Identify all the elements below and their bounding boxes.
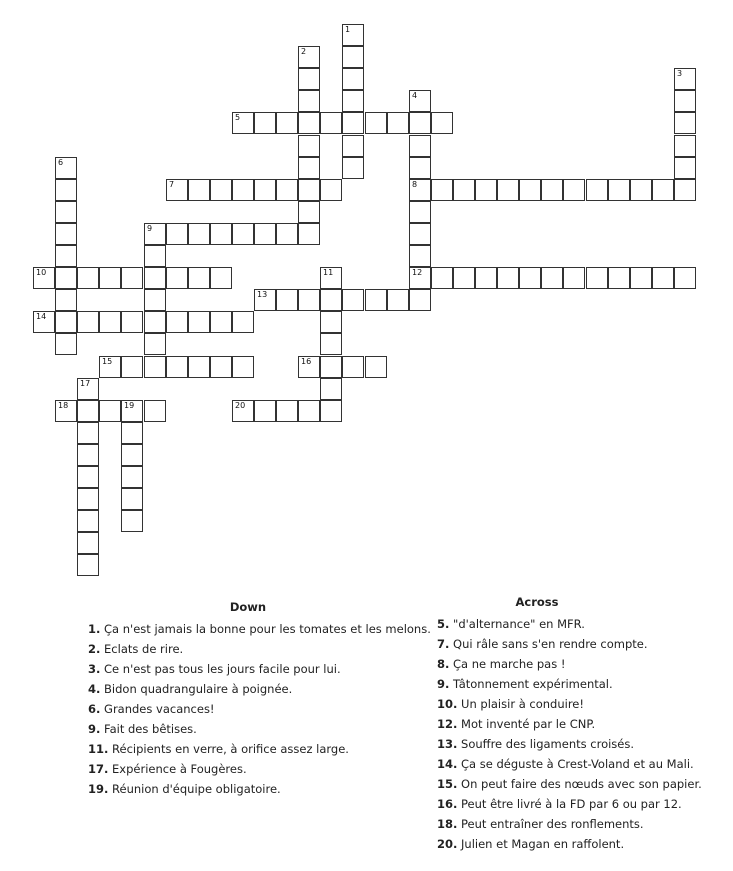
crossword-cell[interactable] [232,356,254,378]
clue-down-2[interactable]: 2. Eclats de rire. [88,642,184,656]
clue-number: 4 [412,91,418,100]
crossword-cell[interactable] [563,267,585,289]
crossword-cell[interactable] [188,311,210,333]
crossword-cell[interactable] [188,223,210,245]
crossword-cell[interactable] [320,378,342,400]
crossword-cell[interactable] [55,267,77,289]
crossword-cell[interactable] [320,333,342,355]
clue-across-15[interactable]: 15. On peut faire des nœuds avec son papier. [437,777,702,791]
crossword-cell[interactable] [99,267,121,289]
crossword-cell[interactable] [298,90,320,112]
clue-down-19[interactable]: 19. Réunion d'équipe obligatoire. [88,782,281,796]
clue-across-9[interactable]: 9. Tâtonnement expérimental. [437,677,613,691]
crossword-cell[interactable] [519,267,541,289]
across-heading: Across [515,595,559,609]
crossword-cell[interactable] [33,311,55,333]
clue-across-5[interactable]: 5. "d'alternance" en MFR. [437,617,585,631]
crossword-cell[interactable] [298,135,320,157]
crossword-cell[interactable] [674,90,696,112]
crossword-cell[interactable] [166,223,188,245]
crossword-cell[interactable] [33,267,55,289]
crossword-cell[interactable] [166,311,188,333]
crossword-cell[interactable] [342,46,364,68]
clue-number: 7 [169,180,175,189]
clue-across-14[interactable]: 14. Ça se déguste à Crest-Voland et au Mali. [437,757,694,771]
crossword-cell[interactable] [232,112,254,134]
crossword-cell[interactable] [121,444,143,466]
clue-number: 5 [235,113,241,122]
crossword-cell[interactable] [409,245,431,267]
clue-across-18[interactable]: 18. Peut entraîner des ronflements. [437,817,644,831]
crossword-cell[interactable] [298,68,320,90]
crossword-cell[interactable] [276,112,298,134]
clue-number: 13 [257,290,268,299]
crossword-cell[interactable] [630,179,652,201]
crossword-cell[interactable] [77,422,99,444]
clue-down-6[interactable]: 6. Grandes vacances! [88,702,215,716]
crossword-cell[interactable] [541,267,563,289]
clue-number: 18 [58,401,69,410]
crossword-cell[interactable] [630,267,652,289]
clue-across-7[interactable]: 7. Qui râle sans s'en rendre compte. [437,637,648,651]
crossword-cell[interactable] [210,223,232,245]
crossword-cell[interactable] [121,422,143,444]
crossword-cell[interactable] [254,179,276,201]
crossword-cell[interactable] [144,289,166,311]
crossword-cell[interactable] [77,532,99,554]
crossword-cell[interactable] [55,179,77,201]
crossword-cell[interactable] [608,179,630,201]
crossword-cell[interactable] [254,112,276,134]
crossword-cell[interactable] [320,311,342,333]
crossword-cell[interactable] [210,267,232,289]
crossword-cell[interactable] [232,400,254,422]
crossword-cell[interactable] [342,289,364,311]
clue-across-8[interactable]: 8. Ça ne marche pas ! [437,657,566,671]
crossword-cell[interactable] [144,400,166,422]
crossword-cell[interactable] [431,179,453,201]
across-clues [437,592,727,854]
crossword-cell[interactable] [298,201,320,223]
crossword-cell[interactable] [99,356,121,378]
crossword-cell[interactable] [586,267,608,289]
crossword-cell[interactable] [77,267,99,289]
crossword-cell[interactable] [77,510,99,532]
crossword-cell[interactable] [166,179,188,201]
crossword-cell[interactable] [121,488,143,510]
crossword-cell[interactable] [365,356,387,378]
crossword-cell[interactable] [276,400,298,422]
crossword-cell[interactable] [298,112,320,134]
crossword-cell[interactable] [77,554,99,576]
crossword-cell[interactable] [342,90,364,112]
crossword-cell[interactable] [276,179,298,201]
crossword-cell[interactable] [497,267,519,289]
crossword-cell[interactable] [121,356,143,378]
clue-number: 20 [235,401,246,410]
crossword-cell[interactable] [298,289,320,311]
crossword-cell[interactable] [232,179,254,201]
crossword-cell[interactable] [674,135,696,157]
clue-down-11[interactable]: 11. Récipients en verre, à orifice assez large. [88,742,349,756]
crossword-cell[interactable] [77,444,99,466]
crossword-cell[interactable] [77,466,99,488]
crossword-cell[interactable] [144,356,166,378]
crossword-cell[interactable] [674,112,696,134]
crossword-cell[interactable] [210,311,232,333]
crossword-cell[interactable] [55,400,77,422]
clue-number: 8 [412,180,418,189]
clue-down-9[interactable]: 9. Fait des bêtises. [88,722,197,736]
crossword-cell[interactable] [652,267,674,289]
clue-number: 3 [677,69,683,78]
clue-across-13[interactable]: 13. Souffre des ligaments croisés. [437,737,635,751]
crossword-cell[interactable] [541,179,563,201]
crossword-cell[interactable] [77,488,99,510]
crossword-cell[interactable] [188,267,210,289]
crossword-cell[interactable] [586,179,608,201]
crossword-cell[interactable] [276,223,298,245]
crossword-cell[interactable] [121,400,143,422]
crossword-cell[interactable] [387,112,409,134]
crossword-cell[interactable] [210,356,232,378]
clue-across-10[interactable]: 10. Un plaisir à conduire! [437,697,584,711]
crossword-cell[interactable] [320,289,342,311]
clue-down-4[interactable]: 4. Bidon quadrangulaire à poignée. [88,682,293,696]
crossword-cell[interactable] [320,112,342,134]
clue-number: 15 [102,357,113,366]
crossword-cell[interactable] [497,179,519,201]
crossword-cell[interactable] [475,179,497,201]
crossword-cell[interactable] [453,267,475,289]
clue-number: 9 [147,224,153,233]
clue-down-1[interactable]: 1. Ça n'est jamais la bonne pour les tomates et les melons. [88,622,431,636]
crossword-cell[interactable] [453,179,475,201]
clue-number: 1 [345,25,351,34]
crossword-cell[interactable] [77,311,99,333]
clue-down-17[interactable]: 17. Expérience à Fougères. [88,762,247,776]
clue-number: 2 [301,47,307,56]
crossword-cell[interactable] [55,333,77,355]
crossword-cell[interactable] [365,112,387,134]
crossword-cell[interactable] [409,179,431,201]
clue-number: 6 [58,158,64,167]
clue-number: 16 [301,357,312,366]
crossword-cell[interactable] [674,157,696,179]
crossword-cell[interactable] [166,267,188,289]
crossword-cell[interactable] [55,245,77,267]
crossword-cell[interactable] [55,311,77,333]
crossword-cell[interactable] [519,179,541,201]
crossword-cell[interactable] [409,267,431,289]
crossword-cell[interactable] [409,157,431,179]
crossword-cell[interactable] [387,289,409,311]
crossword-cell[interactable] [409,90,431,112]
crossword-cell[interactable] [188,179,210,201]
clue-number: 10 [36,268,47,277]
crossword-cell[interactable] [188,356,210,378]
crossword-cell[interactable] [409,135,431,157]
crossword-cell[interactable] [55,223,77,245]
crossword-cell[interactable] [320,400,342,422]
crossword-cell[interactable] [674,267,696,289]
crossword-cell[interactable] [342,68,364,90]
crossword-cell[interactable] [55,289,77,311]
clue-number: 12 [412,268,423,277]
crossword-cell[interactable] [409,223,431,245]
crossword-cell[interactable] [121,466,143,488]
clue-across-20[interactable]: 20. Julien et Magan en raffolent. [437,837,625,851]
crossword-cell[interactable] [77,378,99,400]
clue-number: 14 [36,312,47,321]
crossword-cell[interactable] [608,267,630,289]
crossword-cell[interactable] [166,356,188,378]
crossword-cell[interactable] [298,400,320,422]
clue-number: 11 [323,268,334,277]
crossword-cell[interactable] [431,267,453,289]
crossword-cell[interactable] [144,267,166,289]
crossword-cell[interactable] [431,112,453,134]
crossword-cell[interactable] [121,267,143,289]
crossword-cell[interactable] [210,179,232,201]
down-clues [88,597,431,799]
clue-number: 19 [124,401,135,410]
crossword-cell[interactable] [320,267,342,289]
crossword-cell[interactable] [121,510,143,532]
crossword-cell[interactable] [254,289,276,311]
crossword-cell[interactable] [144,311,166,333]
crossword-cell[interactable] [99,400,121,422]
crossword-cell[interactable] [320,356,342,378]
crossword-cell[interactable] [232,311,254,333]
crossword-cell[interactable] [99,311,121,333]
clue-across-16[interactable]: 16. Peut être livré à la FD par 6 ou par 12. [437,797,682,811]
clue-down-3[interactable]: 3. Ce n'est pas tous les jours facile pour lui. [88,662,341,676]
crossword-cell[interactable] [254,223,276,245]
crossword-cell[interactable] [276,289,298,311]
crossword-cell[interactable] [121,311,143,333]
crossword-cell[interactable] [409,201,431,223]
crossword-cell[interactable] [254,400,276,422]
crossword-cell[interactable] [409,289,431,311]
crossword-cell[interactable] [55,157,77,179]
crossword-cell[interactable] [342,135,364,157]
clue-number: 17 [80,379,91,388]
crossword-cell[interactable] [320,179,342,201]
crossword-cell[interactable] [232,223,254,245]
crossword-cell[interactable] [77,400,99,422]
down-heading: Down [229,600,267,614]
crossword-cell[interactable] [475,267,497,289]
crossword-cell[interactable] [652,179,674,201]
crossword-cell[interactable] [298,356,320,378]
crossword-cell[interactable] [342,24,364,46]
crossword-cell[interactable] [365,289,387,311]
crossword-cell[interactable] [144,245,166,267]
crossword-cell[interactable] [55,201,77,223]
crossword-cell[interactable] [563,179,585,201]
crossword-cell[interactable] [674,179,696,201]
crossword-cell[interactable] [298,157,320,179]
crossword-cell[interactable] [144,223,166,245]
crossword-cell[interactable] [674,68,696,90]
crossword-cell[interactable] [298,179,320,201]
crossword-cell[interactable] [342,356,364,378]
clue-across-12[interactable]: 12. Mot inventé par le CNP. [437,717,596,731]
crossword-cell[interactable] [342,112,364,134]
crossword-cell[interactable] [298,223,320,245]
crossword-cell[interactable] [144,333,166,355]
crossword-cell[interactable] [342,157,364,179]
crossword-cell[interactable] [298,46,320,68]
crossword-cell[interactable] [409,112,431,134]
